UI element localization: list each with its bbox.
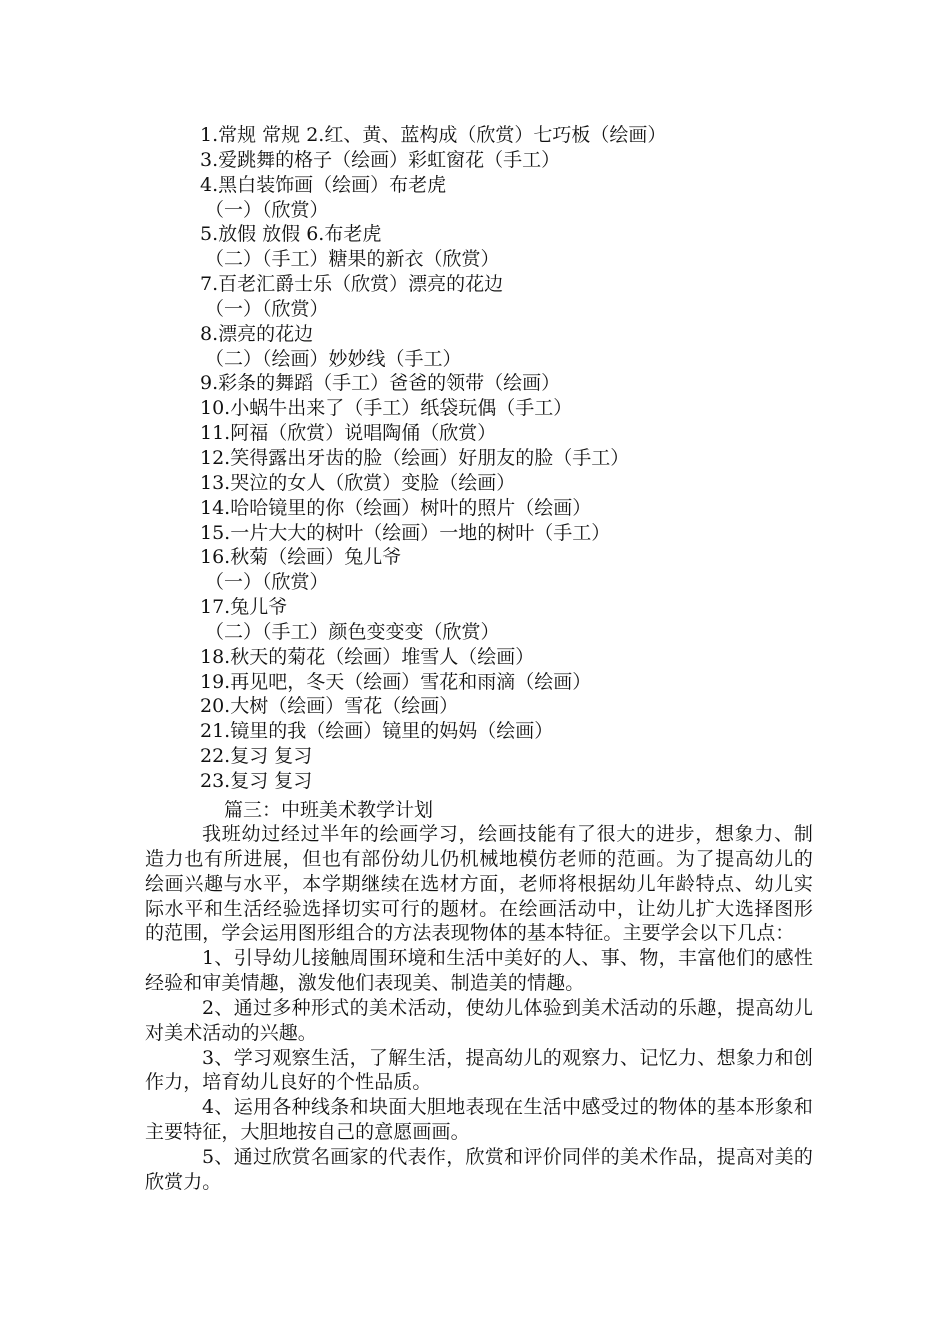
schedule-list	[200, 123, 840, 794]
schedule-line: 5.放假 放假 6.布老虎	[200, 223, 382, 246]
schedule-line: 17.兔儿爷	[200, 596, 288, 619]
schedule-line: 16.秋菊（绘画）兔儿爷	[200, 546, 402, 569]
schedule-line: 18.秋天的菊花（绘画）堆雪人（绘画）	[200, 645, 535, 668]
schedule-line: 1.常规 常规 2.红、黄、蓝构成（欣赏）七巧板（绘画）	[200, 124, 667, 146]
plan-item: 1、引导幼儿接触周围环境和生活中美好的人、事、物，丰富他们的感性经验和审美情趣，激发他们表现美、制造美的情趣。	[145, 947, 813, 995]
schedule-subline: （二）（手工）糖果的新衣（欣赏）	[205, 248, 500, 271]
schedule-line: 15.一片大大的树叶（绘画）一地的树叶（手工）	[200, 521, 611, 544]
schedule-line: 7.百老汇爵士乐（欣赏）漂亮的花边	[200, 273, 504, 296]
schedule-line: 14.哈哈镜里的你（绘画）树叶的照片（绘画）	[200, 496, 592, 519]
plan-section	[145, 799, 813, 1195]
schedule-subline: （二）（绘画）妙妙线（手工）	[205, 347, 462, 370]
schedule-line: 21.镜里的我（绘画）镜里的妈妈（绘画）	[200, 720, 554, 743]
plan-item: 3、学习观察生活，了解生活，提高幼儿的观察力、记忆力、想象力和创作力，培育幼儿良好的个性品质。	[145, 1046, 813, 1094]
schedule-line: 12.笑得露出牙齿的脸（绘画）好朋友的脸（手工）	[200, 446, 630, 469]
schedule-line: 8.漂亮的花边	[200, 322, 314, 345]
schedule-subline: （一）（欣赏）	[205, 198, 329, 221]
plan-item: 5、通过欣赏名画家的代表作，欣赏和评价同伴的美术作品，提高对美的欣赏力。	[145, 1145, 813, 1193]
schedule-line: 9.彩条的舞蹈（手工）爸爸的领带（绘画）	[200, 372, 561, 395]
plan-item: 4、运用各种线条和块面大胆地表现在生活中感受过的物体的基本形象和主要特征，大胆地按自己的意愿画画。	[145, 1096, 813, 1144]
schedule-line: 22.复习 复习	[200, 745, 313, 768]
schedule-line: 20.大树（绘画）雪花（绘画）	[200, 695, 459, 718]
plan-item: 2、通过多种形式的美术活动，使幼儿体验到美术活动的乐趣，提高幼儿对美术活动的兴趣。	[145, 996, 813, 1044]
schedule-line: 23.复习 复习	[200, 769, 313, 792]
schedule-subline: （一）（欣赏）	[205, 297, 329, 320]
schedule-line: 19.再见吧，冬天（绘画）雪花和雨滴（绘画）	[200, 670, 592, 693]
schedule-subline: （二）（手工）颜色变变变（欣赏）	[205, 620, 500, 643]
schedule-subline: （一）（欣赏）	[205, 571, 329, 594]
intro-paragraph: 我班幼过经过半年的绘画学习，绘画技能有了很大的进步，想象力、制造力也有所进展，但也有部份幼儿仍机械地模仿老师的范画。为了提高幼儿的绘画兴趣与水平，本学期继续在选材方面，老师将根据幼儿年龄特点、幼儿实际水平和生活经验选择切实可行的题材。在绘画活动中，让幼儿扩大选择图形的范围，学会运用图形组合的方法表现物体的基本特征。主要学会以下几点：	[145, 823, 813, 945]
schedule-line: 3.爱跳舞的格子（绘画）彩虹窗花（手工）	[200, 148, 561, 171]
schedule-line: 4.黑白装饰画（绘画）布老虎	[200, 173, 447, 196]
schedule-line: 13.哭泣的女人（欣赏）变脸（绘画）	[200, 471, 516, 494]
section-title: 篇三：中班美术教学计划	[224, 799, 434, 821]
schedule-line: 10.小蜗牛出来了（手工）纸袋玩偶（手工）	[200, 397, 573, 420]
schedule-line: 11.阿福（欣赏）说唱陶俑（欣赏）	[200, 422, 497, 445]
